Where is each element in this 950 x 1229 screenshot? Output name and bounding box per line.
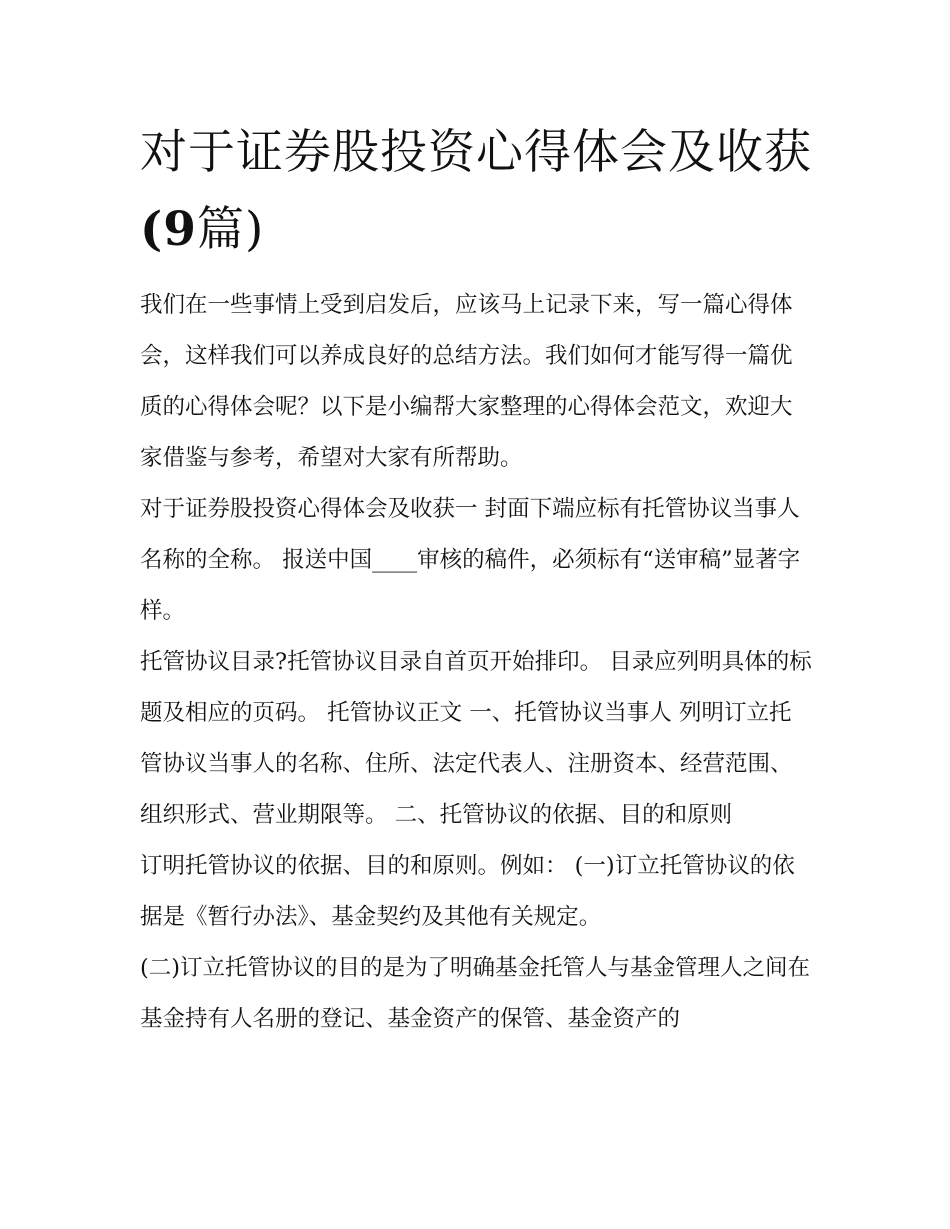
- body-paragraph-4: (二)订立托管协议的目的是为了明确基金托管人与基金管理人之间在基金持有人名册的登记、基金资产的保管、基金资产的: [140, 955, 811, 1032]
- intro-paragraph: 我们在一些事情上受到启发后，应该马上记录下来，写一篇心得体会，这样我们可以养成良好的总结方法。我们如何才能写得一篇优质的心得体会呢？以下是小编帮大家整理的心得体会范文，欢迎大家借鉴与参考，希望对大家有所帮助。: [140, 292, 793, 471]
- document-title: [140, 114, 812, 268]
- body-paragraph-3: 订明托管协议的依据、目的和原则。例如： (一)订立托管协议的依据是《暂行办法》、基金契约及其他有关规定。: [140, 853, 795, 930]
- title-suffix: 篇): [196, 202, 265, 257]
- document-body: [140, 114, 812, 1045]
- title-text: 对于证券股投资心得体会及收获: [140, 125, 812, 180]
- body-paragraph-1: 对于证券股投资心得体会及收获一 封面下端应标有托管协议当事人名称的全称。 报送中国____审核的稿件，必须标有“送审稿”显著字样。: [140, 496, 801, 624]
- title-count: (9: [140, 202, 197, 257]
- body-paragraph-2: 托管协议目录?托管协议目录自首页开始排印。 目录应列明具体的标题及相应的页码。 托管协议正文 一、托管协议当事人 列明订立托管协议当事人的名称、住所、法定代表人、注册资本、经营范围、组织形式、营业期限等。 二、托管协议的依据、目的和原则: [140, 649, 812, 828]
